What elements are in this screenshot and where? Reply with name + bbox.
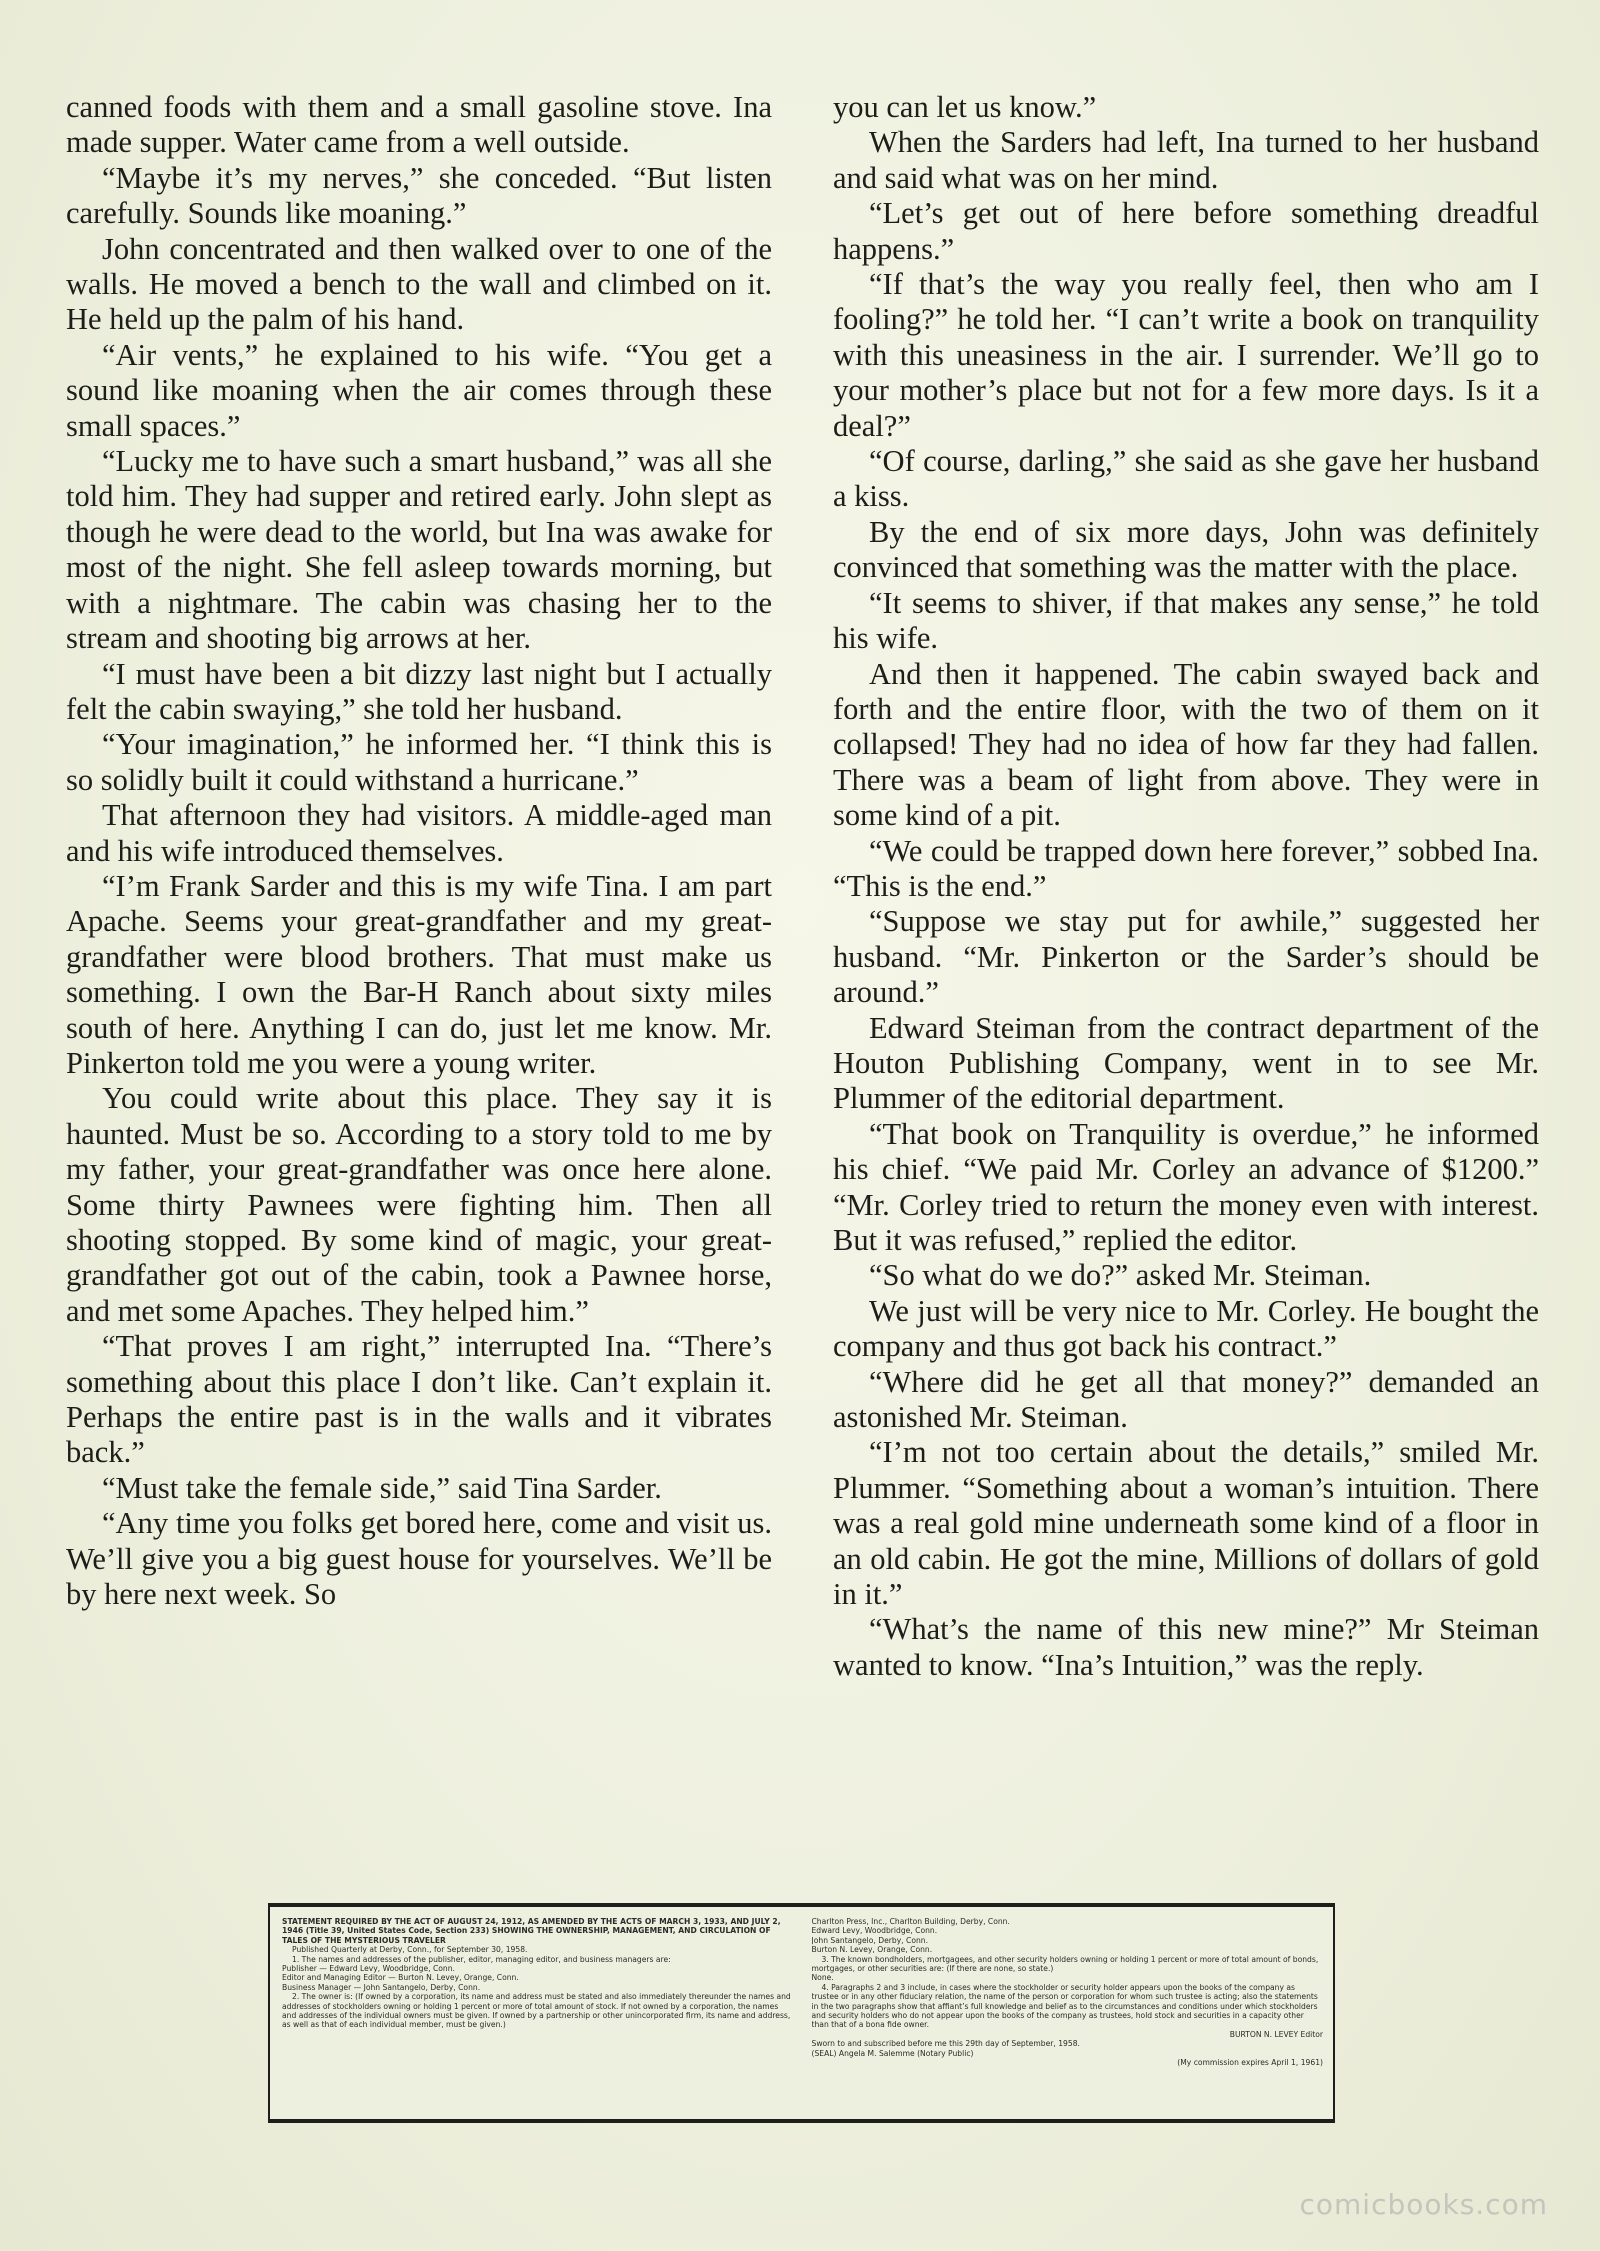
right-column-paragraph: “So what do we do?” asked Mr. Steiman. bbox=[869, 1258, 1372, 1293]
statement-line: Published Quarterly at Derby, Conn., for September 30, 1958. bbox=[292, 1945, 528, 1955]
site-watermark: comicbooks.com bbox=[1299, 2188, 1548, 2221]
statement-line: BURTON N. LEVEY Editor bbox=[1229, 2029, 1323, 2039]
left-column-paragraph: John concentrated and then walked over to one of the walls. He moved a bench to the wall and climbed on it. He held up the palm of his hand. bbox=[66, 231, 772, 337]
right-column-paragraph: “That book on Tranquility is overdue,” he informed his chief. “We paid Mr. Corley an advance of $1200.” “Mr. Corley tried to return the money even with interest. But it was refused,” replied the editor. bbox=[833, 1116, 1539, 1257]
left-column-paragraph: “Must take the female side,” said Tina Sarder. bbox=[102, 1470, 662, 1505]
left-column-paragraph: You could write about this place. They say it is haunted. Must be so. According to a story told to me by my father, your great-grandfather was once here alone. Some thirty Pawnees were fighting him. Then all shooting stopped. By some kind of magic, your great-grandfather got out of the cabin, took a Pawnee horse, and met some Apaches. They helped him.” bbox=[66, 1081, 772, 1328]
right-column-paragraph: Edward Steiman from the contract department of the Houton Publishing Company, went in to see Mr. Plummer of the editorial department. bbox=[833, 1010, 1539, 1116]
statement-line: Business Manager — John Santangelo, Derby, Conn. bbox=[282, 1982, 481, 1992]
statement-line: (My commission expires April 1, 1961) bbox=[1177, 2058, 1323, 2068]
right-column-paragraph: “What’s the name of this new mine?” Mr Steiman wanted to know. “Ina’s Intuition,” was the reply. bbox=[833, 1612, 1539, 1682]
right-column-paragraph: “Where did he get all that money?” demanded an astonished Mr. Steiman. bbox=[833, 1364, 1539, 1435]
left-column-paragraph: “Lucky me to have such a smart husband,” was all she told him. They had supper and retired early. John slept as though he were dead to the world, but Ina was awake for most of the night. She fell asleep towards morning, but with a nightmare. The cabin was chasing her to the stream and shooting big arrows at her. bbox=[66, 444, 772, 656]
right-column-paragraph: you can let us know.” bbox=[833, 90, 1097, 124]
statement-line: Editor and Managing Editor — Burton N. Levey, Orange, Conn. bbox=[282, 1973, 519, 1983]
right-column-paragraph: By the end of six more days, John was definitely convinced that something was the matter with the place. bbox=[833, 514, 1539, 585]
statement-line: Edward Levy, Woodbridge, Conn. bbox=[811, 1926, 938, 1936]
statement-line: Charlton Press, Inc., Charlton Building, Derby, Conn. bbox=[811, 1917, 1010, 1926]
left-column-paragraph: “Maybe it’s my nerves,” she conceded. “But listen carefully. Sounds like moaning.” bbox=[66, 160, 772, 231]
right-column-paragraph: When the Sarders had left, Ina turned to her husband and said what was on her mind. bbox=[833, 125, 1539, 195]
right-column-paragraph: “Suppose we stay put for awhile,” suggested her husband. “Mr. Pinkerton or the Sarder’s should be around.” bbox=[833, 904, 1539, 1010]
statement-line: (SEAL) Angela M. Salemme (Notary Public) bbox=[811, 2048, 974, 2058]
left-column-paragraph: “That proves I am right,” interrupted Ina. “There’s something about this place I don’t like. Can’t explain it. Perhaps the entire past is in the walls and it vibrates back.” bbox=[66, 1329, 772, 1470]
statement-line: Sworn to and subscribed before me this 29th day of September, 1958. bbox=[811, 2039, 1080, 2049]
right-column-paragraph: “Let’s get out of here before something dreadful happens.” bbox=[833, 196, 1539, 266]
ownership-statement-box bbox=[268, 1903, 1335, 2123]
left-column-paragraph: “Your imagination,” he informed her. “I think this is so solidly built it could withstand a hurricane.” bbox=[66, 727, 772, 797]
left-column-paragraph: “Any time you folks get bored here, come and visit us. We’ll give you a big guest house for yourselves. We’ll be by here next week. So bbox=[66, 1506, 772, 1612]
right-column-paragraph: “We could be trapped down here forever,” sobbed Ina. “This is the end.” bbox=[833, 833, 1539, 903]
left-column-paragraph: “I must have been a bit dizzy last night but I actually felt the cabin swaying,” she told her husband. bbox=[66, 656, 772, 726]
statement-line: STATEMENT REQUIRED BY THE ACT OF AUGUST 24, 1912, AS AMENDED BY THE ACTS OF MARCH 3, 1933, AND JULY 2, 1946 (Title 39, United States Code, Section 233) SHOWING THE OWNERSHIP, MANAGEMENT, AND CIRCULATION OF bbox=[282, 1917, 781, 1936]
left-column-paragraph: “I’m Frank Sarder and this is my wife Tina. I am part Apache. Seems your great-grandfather and my great-grandfather were blood brothers. That must make us something. I own the Bar-H Ranch about sixty miles south of here. Anything I can do, just let me know. Mr. Pinkerton told me you were a young writer. bbox=[66, 868, 772, 1080]
right-text-column bbox=[833, 90, 1539, 1683]
right-column-paragraph: “Of course, darling,” she said as she gave her husband a kiss. bbox=[833, 444, 1539, 514]
right-column-paragraph: “If that’s the way you really feel, then who am I fooling?” he told her. “I can’t write a book on tranquility with this uneasiness in the air. I surrender. We’ll go to your mother’s place but not for a few more days. Is it a deal?” bbox=[833, 267, 1539, 443]
statement-line: Burton N. Levey, Orange, Conn. bbox=[811, 1945, 933, 1955]
statement-line: 1. The names and addresses of the publisher, editor, managing editor, and business managers are: bbox=[292, 1954, 671, 1964]
statement-line: 3. The known bondholders, mortgagees, and other security holders owning or holding 1 percent or more of total amount of bonds, mortgages, or other securities are: (If there are none, so state.) bbox=[811, 1954, 1319, 1974]
left-column-paragraph: That afternoon they had visitors. A middle-aged man and his wife introduced themselves. bbox=[66, 798, 772, 868]
right-column-paragraph: And then it happened. The cabin swayed back and forth and the entire floor, with the two of them on it collapsed! They had no idea of how far they had fallen. There was a beam of light from above. They were in some kind of a pit. bbox=[833, 656, 1539, 833]
ownership-statement-right bbox=[812, 1917, 1324, 2111]
statement-line: TALES OF THE MYSTERIOUS TRAVELER bbox=[282, 1935, 446, 1945]
statement-line: 4. Paragraphs 2 and 3 include, in cases where the stockholder or security holder appears upon the books of the company as trustee or in any other fiduciary relation, the name of the person or corporation for whom such trustee is acting; also the statements in the two paragraphs show that affiant’s full knowledge and belief as to the circumstances and conditions under which stockholders and security holders who do not appear upon the books of the company as trustees, hold stock and securities in a capacity other than that of a bona fide owner. bbox=[811, 1982, 1318, 2030]
left-column-paragraph: “Air vents,” he explained to his wife. “You get a sound like moaning when the air comes through these small spaces.” bbox=[66, 337, 772, 443]
ownership-statement-left bbox=[282, 1917, 794, 2111]
statement-line: John Santangelo, Derby, Conn. bbox=[811, 1935, 929, 1945]
right-column-paragraph: We just will be very nice to Mr. Corley. He bought the company and thus got back his contract.” bbox=[833, 1293, 1539, 1364]
statement-line: 2. The owner is: (If owned by a corporation, its name and address must be stated and also immediately thereunder the names and addresses of stockholders owning or holding 1 percent or more of total amount of stock. If not owned by a corporation, the names and addresses of the individual owners must be given. If owned by a partnership or other unincorporated firm, its name and address, as well as that of each individual member, must be given.) bbox=[282, 1992, 791, 2030]
statement-line: Publisher — Edward Levy, Woodbridge, Conn. bbox=[282, 1964, 455, 1974]
right-column-paragraph: “It seems to shiver, if that makes any sense,” he told his wife. bbox=[833, 585, 1539, 656]
left-text-column bbox=[66, 90, 772, 1612]
left-column-paragraph: canned foods with them and a small gasoline stove. Ina made supper. Water came from a well outside. bbox=[66, 90, 772, 160]
statement-line: None. bbox=[811, 1973, 834, 1983]
right-column-paragraph: “I’m not too certain about the details,” smiled Mr. Plummer. “Something about a woman’s intuition. There was a real gold mine underneath some kind of a floor in an old cabin. He got the mine, Millions of dollars of gold in it.” bbox=[833, 1435, 1539, 1612]
